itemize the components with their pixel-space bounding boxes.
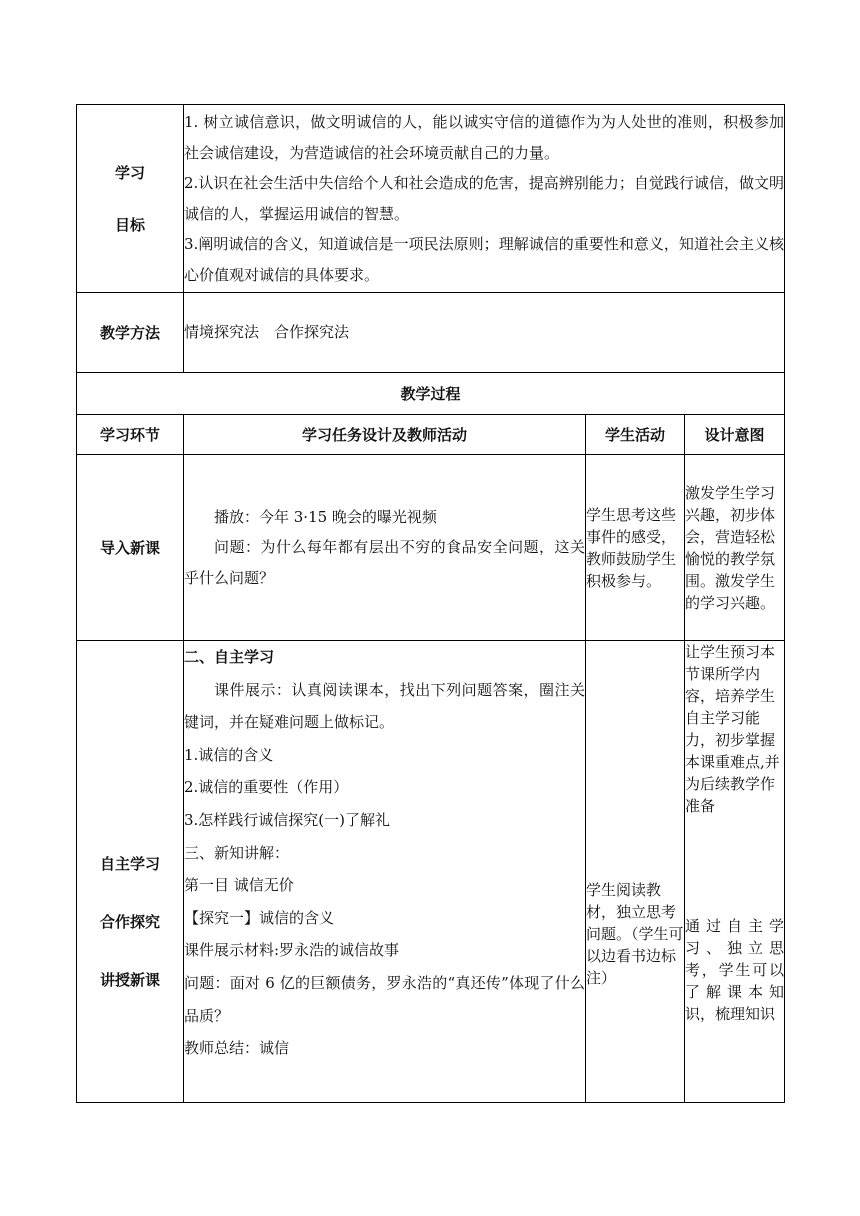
self-study-courseware: 课件展示：认真阅读课本，找出下列问题答案，圈注关键词，并在疑难问题上做标记。 — [184, 680, 585, 732]
intro-teacher-line-1: 播放：今年 3·15 晚会的曝光视频 — [214, 507, 437, 526]
topic-1: 第一目 诚信无价 — [184, 876, 294, 895]
column-header-row — [77, 415, 785, 455]
lesson-plan-table — [76, 104, 785, 1103]
explore-1: 【探究一】诚信的含义 — [184, 908, 335, 927]
stage-line-2: 合作探究 — [99, 912, 160, 931]
objectives-label — [77, 105, 184, 293]
self-study-teacher — [184, 641, 586, 1103]
self-study-row — [77, 641, 785, 1103]
column-header-intent: 设计意图 — [685, 415, 785, 455]
question-2: 2.诚信的重要性（作用） — [184, 778, 349, 797]
objective-item-2: 2.认识在社会生活中失信给个人和社会造成的危害，提高辨别能力；自觉践行诚信，做文明诚信的人，掌握运用诚信的智慧。 — [184, 174, 785, 223]
objectives-content — [184, 105, 785, 293]
methods-value: 情境探究法 合作探究法 — [184, 293, 785, 373]
column-header-teacher: 学习任务设计及教师活动 — [184, 415, 586, 455]
question-3: 3.怎样践行诚信探究(一)了解礼 — [184, 810, 391, 829]
courseware-material: 课件展示材料:罗永浩的诚信故事 — [184, 941, 400, 960]
objectives-label-line1: 学习 — [114, 163, 145, 182]
section-3-heading: 三、新知讲解： — [184, 843, 290, 862]
self-study-intent-1: 让学生预习本节课所学内容，培养学生自主学习能力，初步掌握本课重难点,并为后续教学作准备 — [685, 643, 780, 815]
process-title-row — [77, 373, 785, 415]
self-study-stage — [77, 641, 184, 1103]
stage-line-1: 自主学习 — [99, 854, 160, 873]
methods-label: 教学方法 — [77, 293, 184, 373]
column-header-stage: 学习环节 — [77, 415, 184, 455]
intro-teacher — [184, 455, 586, 641]
intro-stage: 导入新课 — [77, 455, 184, 641]
self-study-intent — [685, 641, 785, 1103]
methods-row — [77, 293, 785, 373]
intro-row — [77, 455, 785, 641]
self-study-heading: 二、自主学习 — [184, 648, 275, 666]
objective-item-1: 1. 树立诚信意识，做文明诚信的人，能以诚实守信的道德作为为人处世的准则，积极参加社会诚信建设，为营造诚信的社会环境贡献自己的力量。 — [184, 113, 785, 162]
intro-intent: 激发学生学习兴趣，初步体会，营造轻松愉悦的教学氛围。激发学生的学习兴趣。 — [685, 455, 785, 641]
question-1: 1.诚信的含义 — [184, 745, 274, 764]
teacher-summary: 教师总结：诚信 — [184, 1039, 290, 1058]
column-header-student: 学生活动 — [586, 415, 685, 455]
intro-teacher-line-2: 问题：为什么每年都有层出不穷的食品安全问题，这关乎什么问题？ — [184, 538, 585, 587]
objectives-label-line2: 目标 — [114, 215, 145, 234]
self-study-intent-2: 通过自主学习、独立思考，学生可以了解课本知识，梳理知识 — [685, 917, 785, 1023]
objective-item-3: 3.阐明诚信的含义，知道诚信是一项民法原则；理解诚信的重要性和意义，知道社会主义核心价值观对诚信的具体要求。 — [184, 235, 785, 284]
process-title: 教学过程 — [77, 373, 785, 415]
intro-student: 学生思考这些事件的感受，教师鼓励学生积极参与。 — [586, 455, 685, 641]
self-study-student: 学生阅读教材，独立思考问题。（学生可以边看书边标注） — [586, 641, 685, 1103]
objectives-row — [77, 105, 785, 293]
stage-line-3: 讲授新课 — [99, 970, 160, 989]
discussion-question: 问题：面对 6 亿的巨额债务，罗永浩的“真还传”体现了什么品质？ — [184, 973, 585, 1025]
